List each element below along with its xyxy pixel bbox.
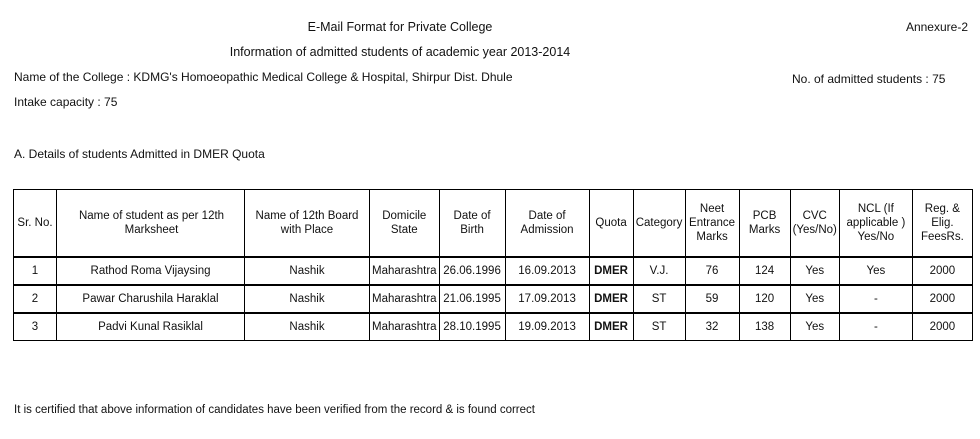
- cell-fees: 2000: [912, 313, 972, 341]
- document-title: E-Mail Format for Private College: [307, 20, 493, 34]
- cell-quota: DMER: [589, 285, 633, 313]
- cell-ncl: -: [839, 285, 912, 313]
- cell-board: Nashik: [245, 257, 370, 285]
- cell-admission-date: 19.09.2013: [505, 313, 589, 341]
- cell-neet-marks: 59: [685, 285, 739, 313]
- cell-pcb-marks: 120: [739, 285, 790, 313]
- cell-admission-date: 16.09.2013: [505, 257, 589, 285]
- col-header-ncl: NCL (If applicable ) Yes/No: [839, 190, 912, 258]
- cell-student-name: Padvi Kunal Rasiklal: [57, 313, 245, 341]
- table-header-row: [14, 190, 973, 258]
- cell-cvc: Yes: [790, 257, 839, 285]
- cell-quota: DMER: [589, 313, 633, 341]
- college-name: Name of the College : KDMG's Homoeopathic Medical College & Hospital, Shirpur Dist. Dhule: [14, 70, 513, 84]
- cell-fees: 2000: [912, 285, 972, 313]
- cell-pcb-marks: 138: [739, 313, 790, 341]
- cell-domicile: Maharashtra: [370, 285, 440, 313]
- cell-neet-marks: 76: [685, 257, 739, 285]
- cell-cvc: Yes: [790, 313, 839, 341]
- cell-ncl: Yes: [839, 257, 912, 285]
- students-table: [13, 189, 973, 341]
- cell-student-name: Rathod Roma Vijaysing: [57, 257, 245, 285]
- table-row: [14, 313, 973, 341]
- cell-neet-marks: 32: [685, 313, 739, 341]
- certification-statement: It is certified that above information of candidates have been verified from the record & is found correct: [14, 404, 535, 416]
- cell-domicile: Maharashtra: [370, 257, 440, 285]
- cell-category: V.J.: [633, 257, 685, 285]
- cell-cvc: Yes: [790, 285, 839, 313]
- document-subtitle: Information of admitted students of academic year 2013-2014: [229, 45, 571, 59]
- table-row: [14, 285, 973, 313]
- admitted-count: No. of admitted students : 75: [792, 72, 946, 86]
- col-header-student-name: Name of student as per 12th Marksheet: [57, 190, 245, 258]
- annexure-label: Annexure-2: [905, 20, 968, 34]
- cell-sr-no: 3: [14, 313, 57, 341]
- table-row: [14, 257, 973, 285]
- cell-board: Nashik: [245, 313, 370, 341]
- cell-sr-no: 1: [14, 257, 57, 285]
- intake-capacity: Intake capacity : 75: [14, 95, 118, 109]
- col-header-domicile: Domicile State: [370, 190, 440, 258]
- cell-fees: 2000: [912, 257, 972, 285]
- col-header-admission-date: Date of Admission: [505, 190, 589, 258]
- col-header-cvc: CVC (Yes/No): [790, 190, 839, 258]
- col-header-dob: Date of Birth: [439, 190, 505, 258]
- cell-category: ST: [633, 285, 685, 313]
- cell-sr-no: 2: [14, 285, 57, 313]
- col-header-pcb-marks: PCB Marks: [739, 190, 790, 258]
- cell-student-name: Pawar Charushila Haraklal: [57, 285, 245, 313]
- cell-dob: 21.06.1995: [439, 285, 505, 313]
- cell-domicile: Maharashtra: [370, 313, 440, 341]
- cell-ncl: -: [839, 313, 912, 341]
- col-header-sr-no: Sr. No.: [14, 190, 57, 258]
- cell-admission-date: 17.09.2013: [505, 285, 589, 313]
- cell-dob: 26.06.1996: [439, 257, 505, 285]
- col-header-quota: Quota: [589, 190, 633, 258]
- col-header-category: Category: [633, 190, 685, 258]
- cell-dob: 28.10.1995: [439, 313, 505, 341]
- cell-pcb-marks: 124: [739, 257, 790, 285]
- section-title: A. Details of students Admitted in DMER Quota: [14, 147, 265, 161]
- cell-board: Nashik: [245, 285, 370, 313]
- cell-quota: DMER: [589, 257, 633, 285]
- col-header-fees: Reg. & Elig. FeesRs.: [912, 190, 972, 258]
- cell-category: ST: [633, 313, 685, 341]
- col-header-board: Name of 12th Board with Place: [245, 190, 370, 258]
- col-header-neet-marks: Neet Entrance Marks: [685, 190, 739, 258]
